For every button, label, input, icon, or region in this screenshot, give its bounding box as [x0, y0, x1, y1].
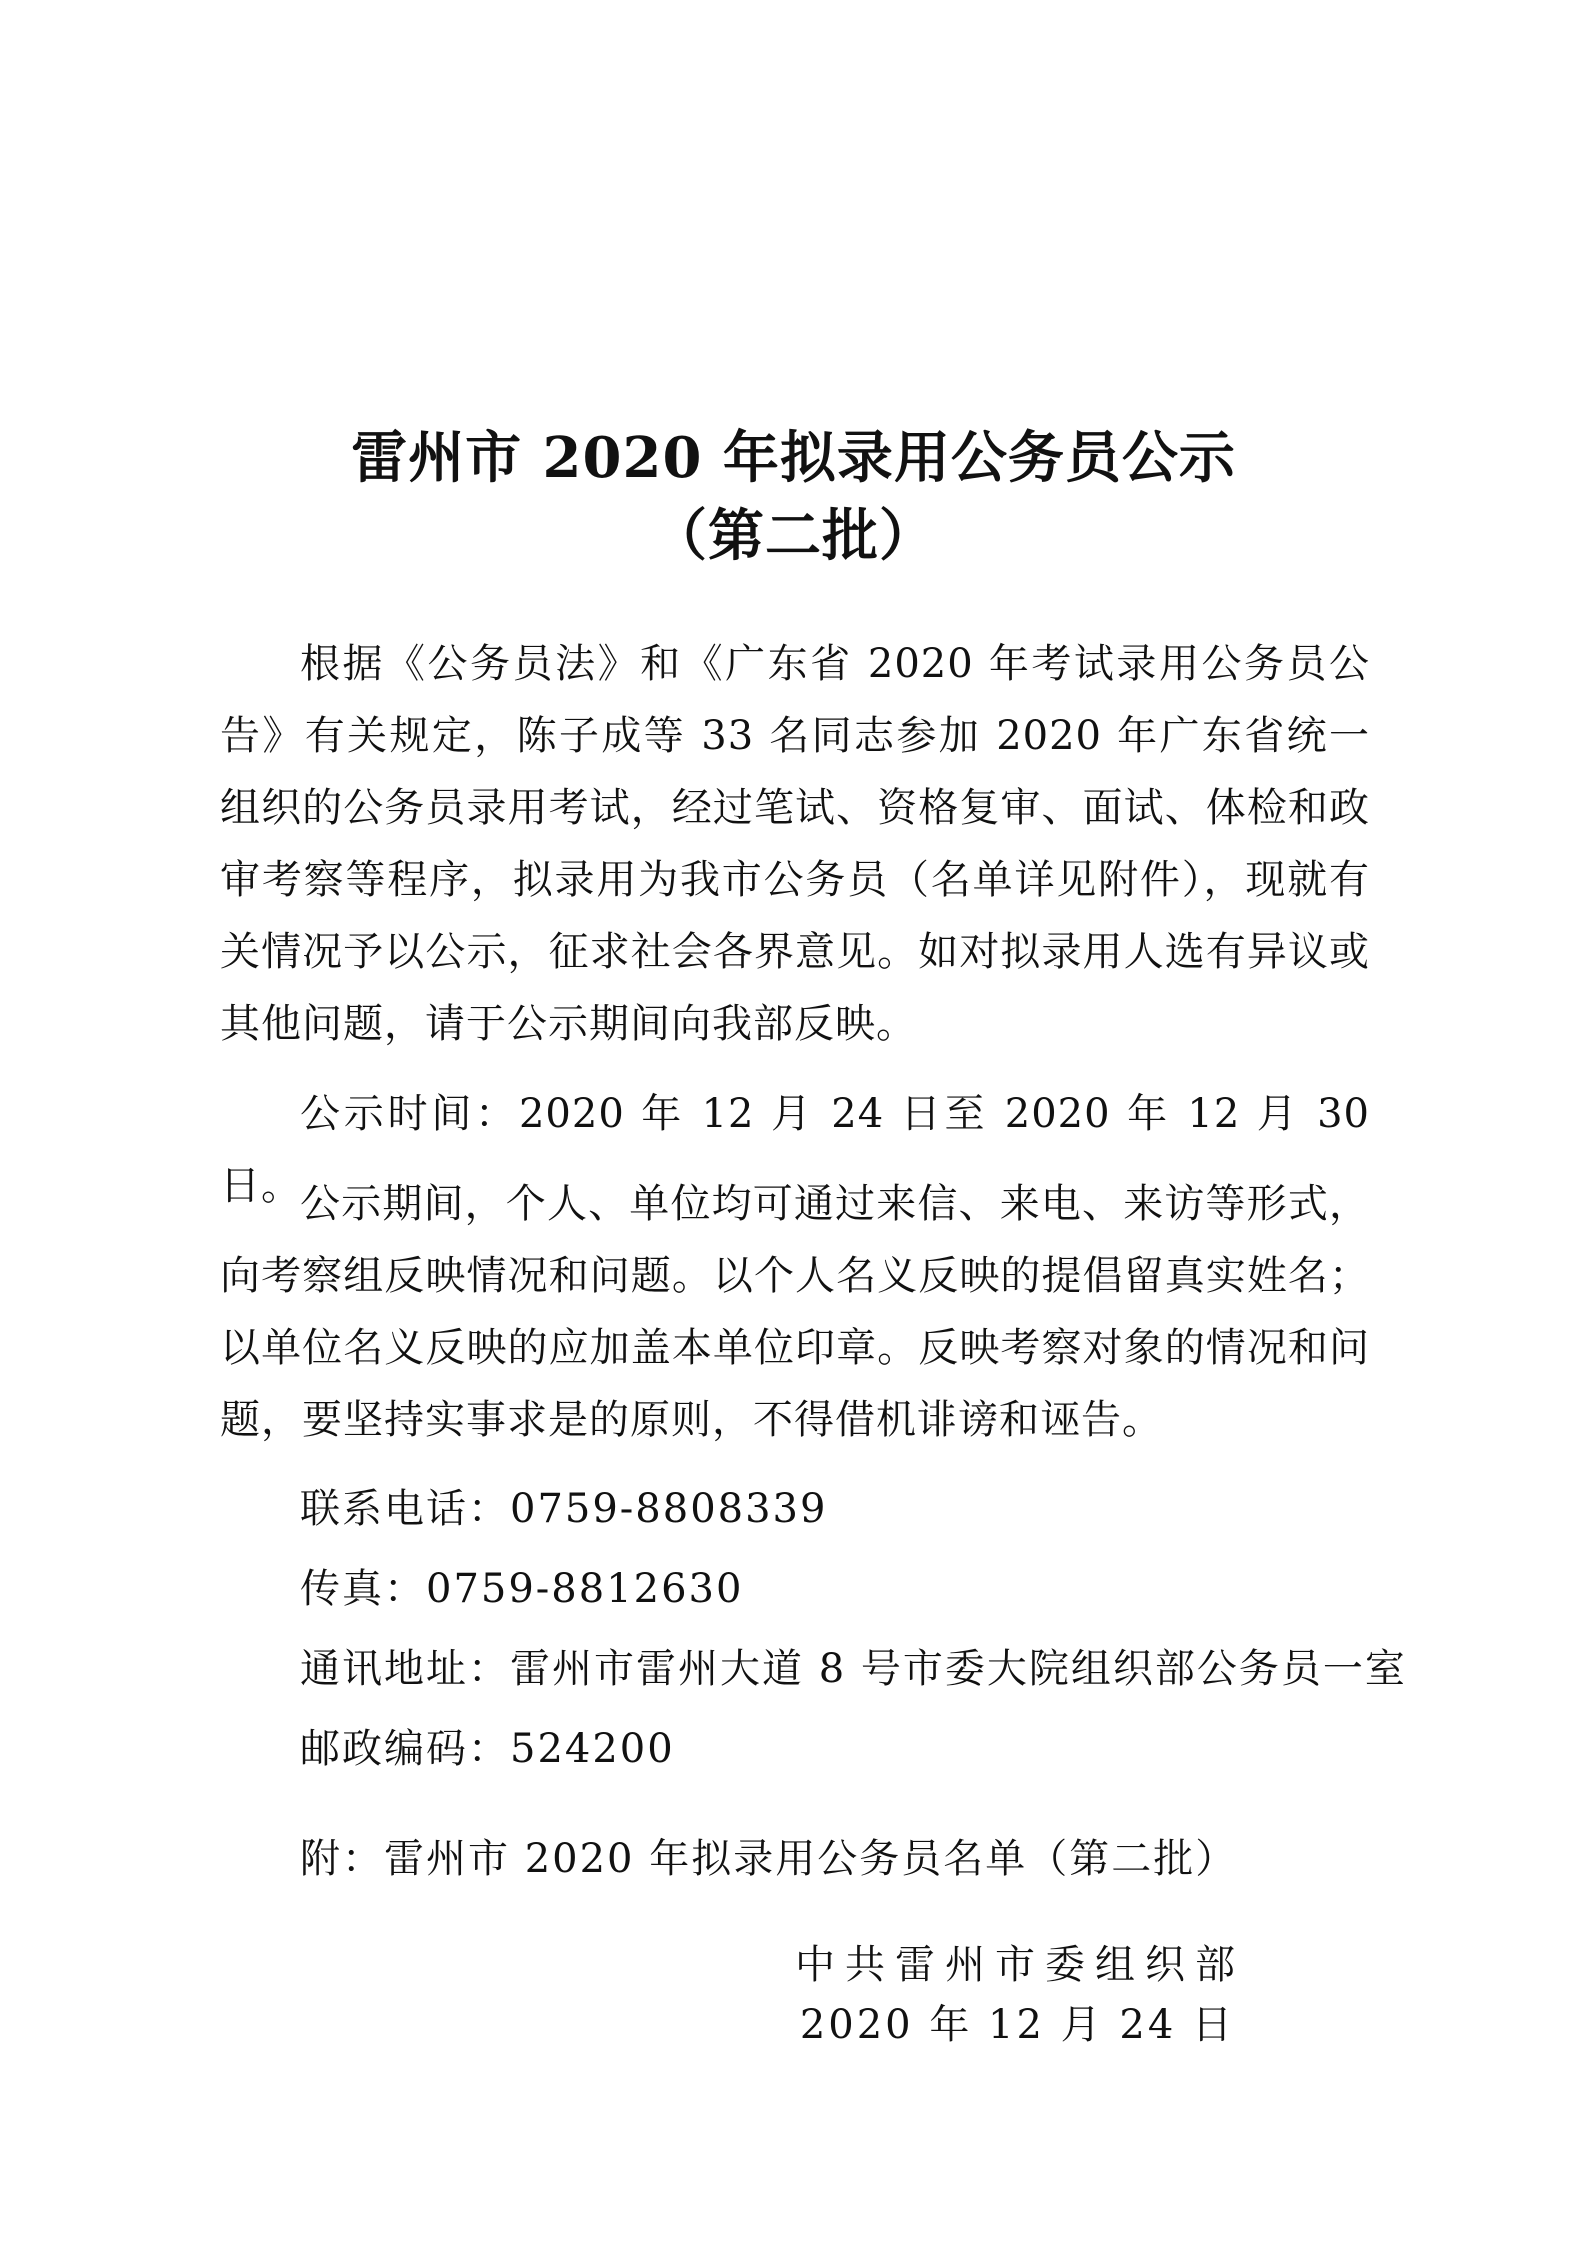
signature-date: 2020 年 12 月 24 日 — [799, 2002, 1235, 2048]
body-paragraph-basis: 根据《公务员法》和《广东省 2020 年考试录用公务员公告》有关规定，陈子成等 33 名同志参加 2020 年广东省统一组织的公务员录用考试，经过笔试、资格复审、面试、体检和政审考察等程序，拟录用为我市公务员（名单详见附件），现就有关情况予以公示，征求社会各界意见。如对拟录用人选有异议或其他问题，请于公示期间向我部反映。 — [220, 641, 1370, 1047]
attachment-note: 附：雷州市 2020 年拟录用公务员名单（第二批） — [300, 1836, 1238, 1882]
body-paragraph-feedback: 公示期间，个人、单位均可通过来信、来电、来访等形式，向考察组反映情况和问题。以个人名义反映的提倡留真实姓名；以单位名义反映的应加盖本单位印章。反映考察对象的情况和问题，要坚持实事求是的原则，不得借机诽谤和诬告。 — [220, 1181, 1370, 1443]
signature-organization: 中共雷州市委组织部 — [795, 1942, 1245, 1988]
contact-postcode: 邮政编码：524200 — [300, 1726, 675, 1772]
document-title: 雷州市 2020 年拟录用公务员公示 — [351, 425, 1236, 491]
contact-phone: 联系电话：0759-8808339 — [300, 1486, 828, 1532]
body-paragraph-period: 公示时间：2020 年 12 月 24 日至 2020 年 12 月 30 日。 — [220, 1091, 1370, 1209]
contact-address: 通讯地址：雷州市雷州大道 8 号市委大院组织部公务员一室 — [300, 1646, 1407, 1692]
contact-fax: 传真：0759-8812630 — [300, 1566, 744, 1612]
document-subtitle: （第二批） — [651, 503, 936, 569]
